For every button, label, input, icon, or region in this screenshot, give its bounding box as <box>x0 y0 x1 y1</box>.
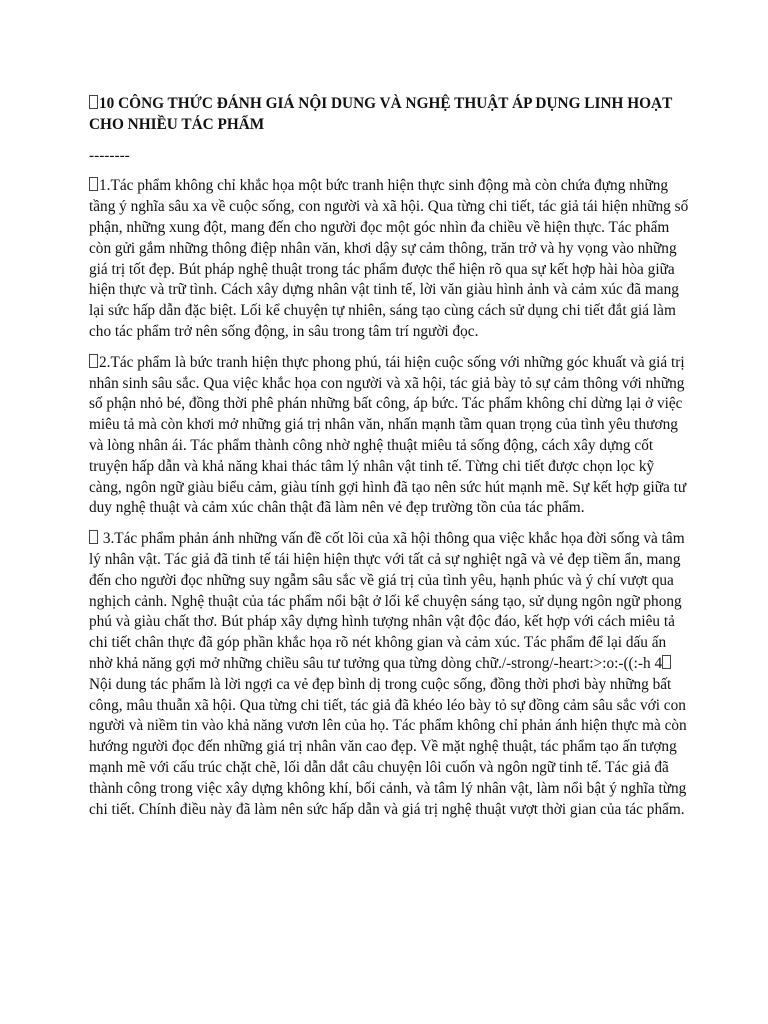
paragraph-3 <box>89 529 689 820</box>
missing-glyph-icon <box>89 530 98 544</box>
document-title-text: 10 CÔNG THỨC ĐÁNH GIÁ NỘI DUNG VÀ NGHỆ THUẬT ÁP DỤNG LINH HOẠT CHO NHIỀU TÁC PHẨM <box>89 95 672 133</box>
separator-line: -------- <box>89 146 130 164</box>
document-title <box>89 94 689 136</box>
paragraph-2-text: 2.Tác phẩm là bức tranh hiện thực phong phú, tái hiện cuộc sống với những góc khuất và giá trị nhân sinh sâu sắc. Qua việc khắc họa con người và xã hội, tác giả bày tỏ sự cảm thông với những số phận nhỏ bé, đồng thời phê phán những bất công, áp bức. Tác phẩm không chỉ dừng lại ở việc miêu tả mà còn khơi mở những giá trị nhân văn, nhấn mạnh tầm quan trọng của tình yêu thương và lòng nhân ái. Tác phẩm thành công nhờ nghệ thuật miêu tả sống động, cách xây dựng cốt truyện hấp dẫn và khả năng khai thác tâm lý nhân vật tinh tế. Từng chi tiết được chọn lọc kỹ càng, ngôn ngữ giàu biểu cảm, giàu tính gợi hình đã tạo nên sức hút mạnh mẽ. Sự kết hợp giữa tư duy nghệ thuật và cảm xúc chân thật đã làm nên vẻ đẹp trường tồn của tác phẩm. <box>89 353 687 517</box>
paragraph-2 <box>89 353 689 519</box>
document-page <box>89 94 689 830</box>
paragraph-1-text: 1.Tác phẩm không chỉ khắc họa một bức tranh hiện thực sinh động mà còn chứa đựng những tầng ý nghĩa sâu xa về cuộc sống, con người và xã hội. Qua từng chi tiết, tác giả tái hiện những số phận, những xung đột, mang đến cho người đọc một góc nhìn đa chiều về hiện thực. Tác phẩm còn gửi gắm những thông điệp nhân văn, khơi dậy sự cảm thông, trăn trở và hy vọng vào những giá trị tốt đẹp. Bút pháp nghệ thuật trong tác phẩm được thể hiện rõ qua sự kết hợp hài hòa giữa hiện thực và trữ tình. Cách xây dựng nhân vật tinh tế, lời văn giàu hình ảnh và cảm xúc đã mang lại sức hấp dẫn đặc biệt. Lối kể chuyện tự nhiên, sáng tạo cùng cách sử dụng chi tiết đắt giá làm cho tác phẩm trở nên sống động, in sâu trong tâm trí người đọc. <box>89 177 689 340</box>
paragraph-3-text-continued: Nội dung tác phẩm là lời ngợi ca vẻ đẹp bình dị trong cuộc sống, đồng thời phơi bày những bất công, mâu thuẫn xã hội. Qua từng chi tiết, tác giả đã khéo léo bày tỏ sự đồng cảm sâu sắc với con người và niềm tin vào khả năng vươn lên của họ. Tác phẩm không chỉ phản ánh hiện thực mà còn hướng người đọc đến những giá trị nhân văn cao đẹp. Về mặt nghệ thuật, tác phẩm tạo ấn tượng mạnh mẽ với cấu trúc chặt chẽ, lối dẫn dắt câu chuyện lôi cuốn và ngôn ngữ tinh tế. Tác giả đã thành công trong việc xây dựng không khí, bối cảnh, và tâm lý nhân vật, làm nổi bật ý nghĩa từng chi tiết. Chính điều này đã làm nên sức hấp dẫn và giá trị nghệ thuật vượt thời gian của tác phẩm. <box>89 675 687 818</box>
missing-glyph-icon <box>89 95 98 109</box>
missing-glyph-icon <box>662 655 671 669</box>
missing-glyph-icon <box>89 354 98 368</box>
paragraph-3-text: 3.Tác phẩm phản ánh những vấn đề cốt lõi của xã hội thông qua việc khắc họa đời sống và tâm lý nhân vật. Tác giả đã tinh tế tái hiện hiện thực với tất cả sự nghiệt ngã và vẻ đẹp tiềm ẩn, mang đến cho người đọc những suy ngẫm sâu sắc về giá trị của tình yêu, hạnh phúc và ý chí vượt qua nghịch cảnh. Nghệ thuật của tác phẩm nổi bật ở lối kể chuyện sáng tạo, sử dụng ngôn ngữ phong phú và giàu chất thơ. Bút pháp xây dựng hình tượng nhân vật độc đáo, kết hợp với cách miêu tả chi tiết chân thực đã góp phần khắc họa rõ nét không gian và cảm xúc. Tác phẩm để lại dấu ấn nhờ khả năng gợi mở những chiều sâu tư tưởng qua từng dòng chữ./-strong/-heart:>:o:-((:-h 4 <box>89 530 685 672</box>
paragraph-1 <box>89 176 689 342</box>
missing-glyph-icon <box>89 177 98 191</box>
